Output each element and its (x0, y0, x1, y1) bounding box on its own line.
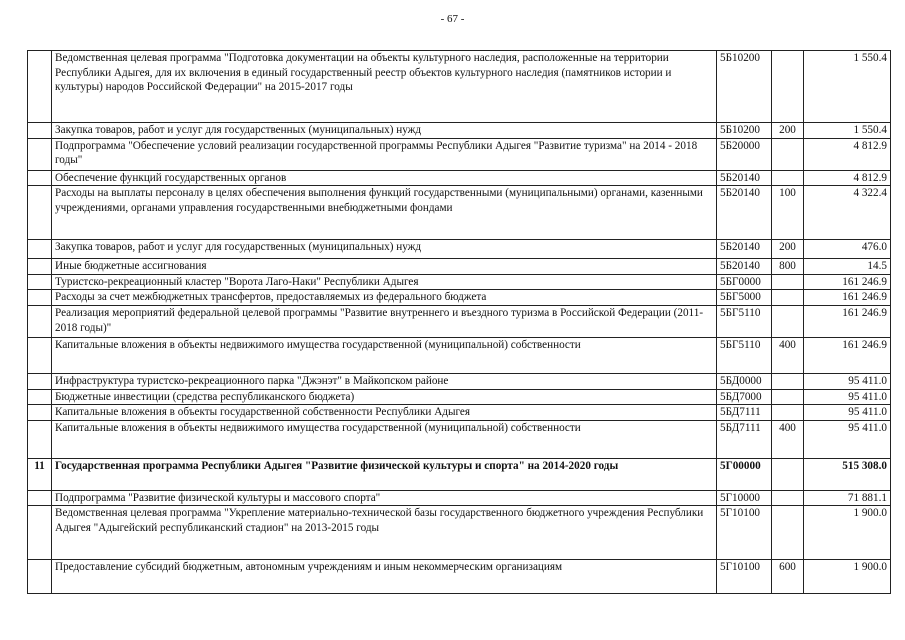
item-name-cell: Капитальные вложения в объекты недвижимого имущества государственной (муниципальной) собственности (52, 420, 717, 458)
table-row (28, 240, 891, 259)
row-number-cell (28, 123, 52, 139)
target-code-cell: 5БГ0000 (717, 274, 772, 290)
expense-type-cell (772, 138, 804, 170)
row-number-cell (28, 337, 52, 373)
row-number-cell (28, 420, 52, 458)
expense-type-cell (772, 389, 804, 405)
row-number-cell (28, 405, 52, 421)
table-row (28, 373, 891, 389)
row-number-cell (28, 490, 52, 506)
row-number-cell (28, 186, 52, 240)
item-name-cell: Подпрограмма "Обеспечение условий реализации государственной программы Республики Адыгея "Развитие туризма" на 2014 - 2018 годы" (52, 138, 717, 170)
row-number-cell (28, 138, 52, 170)
expense-type-cell: 200 (772, 123, 804, 139)
amount-cell: 4 812.9 (804, 138, 891, 170)
amount-cell: 1 900.0 (804, 506, 891, 560)
budget-table-body (28, 51, 891, 594)
target-code-cell: 5БД0000 (717, 373, 772, 389)
item-name-cell: Государственная программа Республики Адыгея "Развитие физической культуры и спорта" на 2014-2020 годы (52, 458, 717, 490)
target-code-cell: 5Б20000 (717, 138, 772, 170)
table-row (28, 186, 891, 240)
item-name-cell: Предоставление субсидий бюджетным, автономным учреждениям и иным некоммерческим организациям (52, 560, 717, 594)
expense-type-cell (772, 405, 804, 421)
expense-type-cell (772, 51, 804, 123)
expense-type-cell: 800 (772, 259, 804, 275)
item-name-cell: Реализация мероприятий федеральной целевой программы "Развитие внутреннего и въездного туризма в Российской Федерации (2011-2018 годы)" (52, 305, 717, 337)
row-number-cell (28, 259, 52, 275)
target-code-cell: 5БГ5110 (717, 337, 772, 373)
target-code-cell: 5Б20140 (717, 259, 772, 275)
row-number-cell (28, 305, 52, 337)
amount-cell: 161 246.9 (804, 290, 891, 306)
amount-cell: 14.5 (804, 259, 891, 275)
row-number-cell (28, 51, 52, 123)
target-code-cell: 5Г10100 (717, 560, 772, 594)
amount-cell: 476.0 (804, 240, 891, 259)
amount-cell: 4 812.9 (804, 170, 891, 186)
item-name-cell: Расходы за счет межбюджетных трансфертов, предоставляемых из федерального бюджета (52, 290, 717, 306)
amount-cell: 4 322.4 (804, 186, 891, 240)
target-code-cell: 5БД7000 (717, 389, 772, 405)
target-code-cell: 5БГ5110 (717, 305, 772, 337)
row-number-cell (28, 274, 52, 290)
expense-type-cell (772, 305, 804, 337)
table-row (28, 138, 891, 170)
target-code-cell: 5БД7111 (717, 420, 772, 458)
table-row (28, 274, 891, 290)
expense-type-cell: 600 (772, 560, 804, 594)
item-name-cell: Обеспечение функций государственных органов (52, 170, 717, 186)
item-name-cell: Инфраструктура туристско-рекреационного парка "Джэнэт" в Майкопском районе (52, 373, 717, 389)
amount-cell: 1 900.0 (804, 560, 891, 594)
expense-type-cell: 200 (772, 240, 804, 259)
expense-type-cell: 400 (772, 337, 804, 373)
page-number: - 67 - (440, 13, 465, 25)
row-number-cell: 11 (28, 458, 52, 490)
target-code-cell: 5Б10200 (717, 123, 772, 139)
target-code-cell: 5Г10100 (717, 506, 772, 560)
amount-cell: 95 411.0 (804, 373, 891, 389)
table-row (28, 560, 891, 594)
row-number-cell (28, 389, 52, 405)
amount-cell: 161 246.9 (804, 305, 891, 337)
item-name-cell: Ведомственная целевая программа "Укрепление материально-технической базы государственного бюджетного учреждения Республики Адыгея "Адыгейский республиканский стадион" на 2013-2015 годы (52, 506, 717, 560)
row-number-cell (28, 170, 52, 186)
expense-type-cell (772, 458, 804, 490)
expense-type-cell (772, 290, 804, 306)
row-number-cell (28, 290, 52, 306)
table-row (28, 490, 891, 506)
expense-type-cell (772, 506, 804, 560)
item-name-cell: Расходы на выплаты персоналу в целях обеспечения выполнения функций государственными (муниципальными) органами, казенными учреждениями, органами управления государственными внебюджетными фондами (52, 186, 717, 240)
target-code-cell: 5БД7111 (717, 405, 772, 421)
amount-cell: 161 246.9 (804, 337, 891, 373)
table-row (28, 123, 891, 139)
table-row (28, 458, 891, 490)
target-code-cell: 5Г10000 (717, 490, 772, 506)
row-number-cell (28, 373, 52, 389)
amount-cell: 161 246.9 (804, 274, 891, 290)
amount-cell: 71 881.1 (804, 490, 891, 506)
item-name-cell: Подпрограмма "Развитие физической культуры и массового спорта" (52, 490, 717, 506)
target-code-cell: 5Г00000 (717, 458, 772, 490)
target-code-cell: 5Б20140 (717, 240, 772, 259)
target-code-cell: 5Б10200 (717, 51, 772, 123)
table-row (28, 337, 891, 373)
item-name-cell: Закупка товаров, работ и услуг для государственных (муниципальных) нужд (52, 240, 717, 259)
amount-cell: 95 411.0 (804, 389, 891, 405)
table-row (28, 259, 891, 275)
table-row (28, 290, 891, 306)
budget-table (27, 50, 891, 594)
item-name-cell: Туристско-рекреационный кластер "Ворота Лаго-Наки" Республики Адыгея (52, 274, 717, 290)
target-code-cell: 5БГ5000 (717, 290, 772, 306)
item-name-cell: Ведомственная целевая программа "Подготовка документации на объекты культурного наследия, расположенные на территории Республики Адыгея, для их включения в единый государственный реестр объектов культурного наследия (памятников истории и культуры) народов Российской Федерации" на 2015-2017 годы (52, 51, 717, 123)
table-row (28, 305, 891, 337)
expense-type-cell (772, 170, 804, 186)
item-name-cell: Капитальные вложения в объекты недвижимого имущества государственной (муниципальной) собственности (52, 337, 717, 373)
item-name-cell: Закупка товаров, работ и услуг для государственных (муниципальных) нужд (52, 123, 717, 139)
item-name-cell: Иные бюджетные ассигнования (52, 259, 717, 275)
amount-cell: 1 550.4 (804, 51, 891, 123)
target-code-cell: 5Б20140 (717, 186, 772, 240)
item-name-cell: Капитальные вложения в объекты государственной собственности Республики Адыгея (52, 405, 717, 421)
table-row (28, 405, 891, 421)
expense-type-cell: 400 (772, 420, 804, 458)
target-code-cell: 5Б20140 (717, 170, 772, 186)
table-row (28, 420, 891, 458)
table-row (28, 506, 891, 560)
expense-type-cell: 100 (772, 186, 804, 240)
expense-type-cell (772, 490, 804, 506)
row-number-cell (28, 240, 52, 259)
expense-type-cell (772, 274, 804, 290)
table-row (28, 389, 891, 405)
expense-type-cell (772, 373, 804, 389)
amount-cell: 95 411.0 (804, 420, 891, 458)
amount-cell: 1 550.4 (804, 123, 891, 139)
table-row (28, 51, 891, 123)
row-number-cell (28, 560, 52, 594)
amount-cell: 515 308.0 (804, 458, 891, 490)
amount-cell: 95 411.0 (804, 405, 891, 421)
item-name-cell: Бюджетные инвестиции (средства республиканского бюджета) (52, 389, 717, 405)
table-row (28, 170, 891, 186)
row-number-cell (28, 506, 52, 560)
